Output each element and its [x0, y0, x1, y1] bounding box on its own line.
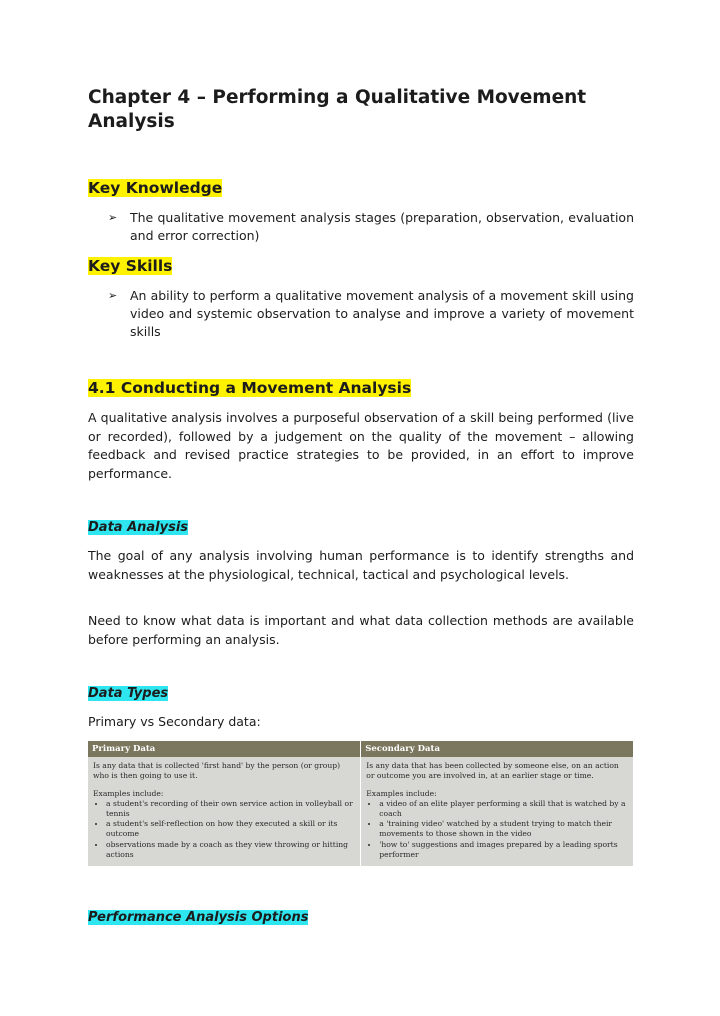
list-item: • 'how to' suggestions and images prepared by a leading sports performer [379, 840, 628, 860]
data-analysis-heading-text: Data Analysis [88, 520, 189, 535]
key-knowledge-bullet [108, 209, 634, 245]
arrow-bullet-icon: ➢ [108, 289, 118, 302]
page-title: Chapter 4 – Performing a Qualitative Movement Analysis [88, 87, 587, 132]
key-skills-bullet-text: An ability to perform a qualitative movement analysis of a movement skill using video and systemic observation to analyse and improve a variety of movement skills [130, 288, 634, 339]
data-types-heading [88, 685, 168, 703]
list-item: • a student's self-reflection on how they executed a skill or its outcome [106, 819, 355, 839]
key-skills-heading-text: Key Skills [88, 257, 173, 275]
performance-analysis-options-heading [88, 909, 308, 927]
secondary-examples-label: Examples include: [366, 788, 437, 798]
performance-analysis-options-heading-text: Performance Analysis Options [88, 910, 309, 925]
secondary-examples-list [366, 799, 628, 860]
primary-data-description: Is any data that is collected 'first hand' by the person (or group) who is then going to use it. [93, 761, 341, 781]
data-types-heading-text: Data Types [88, 686, 169, 701]
table-header-row [88, 741, 634, 757]
key-knowledge-bullet-text: The qualitative movement analysis stages (preparation, observation, evaluation and error correction) [130, 210, 634, 243]
data-analysis-heading [88, 519, 188, 537]
arrow-bullet-icon: ➢ [108, 211, 118, 224]
list-item: • observations made by a coach as they view throwing or hitting actions [106, 840, 355, 860]
data-types-intro: Primary vs Secondary data: [88, 714, 261, 729]
section-4-1-paragraph: A qualitative analysis involves a purposeful observation of a skill being performed (live or recorded), followed by a judgement on the quality of the movement – allowing feedback and revised practice strategies to be provided, in an effort to improve performance. [88, 410, 634, 481]
list-item: • a video of an elite player performing a skill that is watched by a coach [379, 799, 628, 819]
key-knowledge-heading [88, 178, 222, 198]
primary-secondary-table [88, 741, 634, 866]
data-analysis-paragraph-1: The goal of any analysis involving human performance is to identify strengths and weaknesses at the physiological, technical, tactical and psychological levels. [88, 548, 634, 582]
secondary-data-header: Secondary Data [361, 741, 634, 757]
key-knowledge-heading-text: Key Knowledge [88, 179, 223, 197]
section-4-1-heading-text: 4.1 Conducting a Movement Analysis [88, 379, 412, 397]
primary-data-cell [88, 757, 361, 866]
primary-examples-list [93, 799, 355, 860]
list-item: • a 'training video' watched by a student trying to match their movements to those shown in the video [379, 819, 628, 839]
section-4-1-heading [88, 378, 411, 398]
key-skills-bullet [108, 287, 634, 341]
table-row [88, 757, 634, 866]
data-analysis-paragraph-2: Need to know what data is important and what data collection methods are available before performing an analysis. [88, 613, 634, 647]
list-item: • a student's recording of their own service action in volleyball or tennis [106, 799, 355, 819]
secondary-data-cell [361, 757, 634, 866]
key-skills-heading [88, 256, 172, 276]
primary-examples-label: Examples include: [93, 788, 164, 798]
primary-data-header: Primary Data [88, 741, 361, 757]
secondary-data-description: Is any data that has been collected by someone else, on an action or outcome you are involved in, at an earlier stage or time. [366, 761, 619, 781]
